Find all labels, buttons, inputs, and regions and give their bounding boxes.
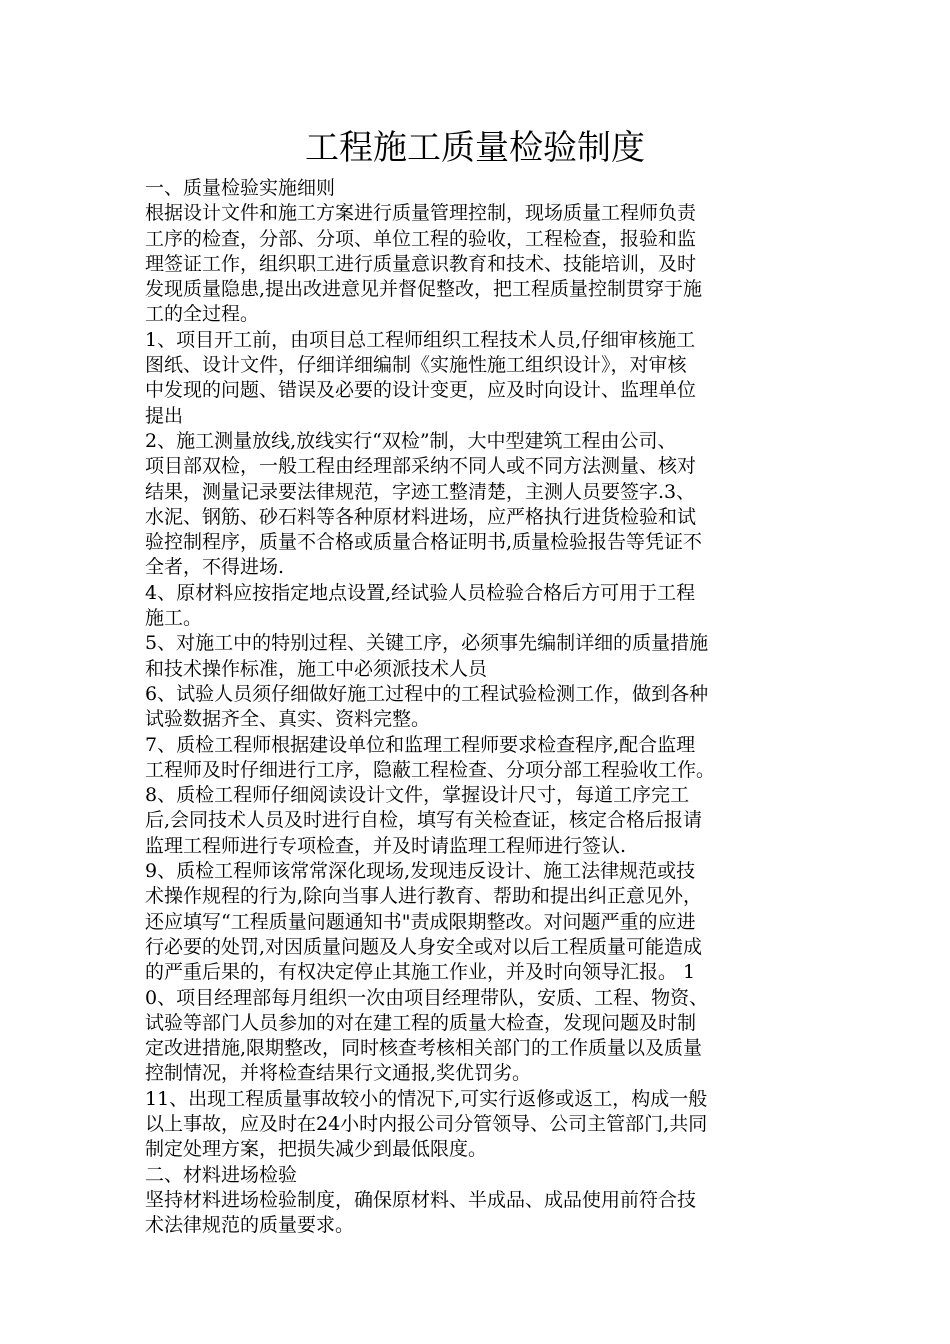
- text-line: 11、出现工程质量事故较小的情况下,可实行返修或返工，构成一般: [145, 1087, 708, 1110]
- text-line: 中发现的问题、错误及必要的设计变更，应及时向设计、监理单位: [145, 379, 697, 402]
- text-line: 以上事故，应及时在24小时内报公司分管领导、公司主管部门,共同: [145, 1112, 708, 1135]
- text-line: 的严重后果的，有权决定停止其施工作业，并及时向领导汇报。 1: [145, 961, 696, 984]
- text-line: 工程师及时仔细进行工序，隐蔽工程检查、分项分部工程验收工作。: [145, 758, 716, 781]
- document-title: 工程施工质量检验制度: [305, 128, 645, 168]
- text-line: 定改进措施,限期整改，同时核查考核相关部门的工作质量以及质量: [145, 1037, 703, 1060]
- text-line: 5、对施工中的特别过程、关键工序，必须事先编制详细的质量措施: [145, 632, 709, 655]
- text-line: 6、试验人员须仔细做好施工过程中的工程试验检测工作，做到各种: [145, 682, 709, 705]
- text-line: 坚持材料进场检验制度，确保原材料、半成品、成品使用前符合技: [145, 1188, 697, 1211]
- text-line: 9、质检工程师该常常深化现场,发现违反设计、施工法律规范或技: [145, 860, 696, 883]
- text-line: 提出: [145, 404, 184, 427]
- text-line: 全者，不得进场.: [145, 556, 285, 579]
- text-line: 术操作规程的行为,除向当事人进行教育、帮助和提出纠正意见外，: [145, 885, 703, 908]
- text-line: 二、材料进场检验: [145, 1163, 298, 1186]
- text-line: 理签证工作，组织职工进行质量意识教育和技术、技能培训，及时: [145, 252, 697, 275]
- text-line: 4、原材料应按指定地点设置,经试验人员检验合格后方可用于工程: [145, 581, 696, 604]
- text-line: 控制情况，并将检查结果行文通报,奖优罚劣。: [145, 1062, 532, 1085]
- text-line: 8、质检工程师仔细阅读设计文件，掌握设计尺寸，每道工序完工: [145, 784, 690, 807]
- text-line: 图纸、设计文件，仔细详细编制《实施性施工组织设计》，对审核: [145, 354, 687, 377]
- text-line: 行必要的处罚,对因质量问题及人身安全或对以后工程质量可能造成: [145, 935, 703, 958]
- text-line: 施工。: [145, 607, 203, 630]
- text-line: 验控制程序，质量不合格或质量合格证明书,质量检验报告等凭证不: [145, 531, 703, 554]
- text-line: 和技术操作标准，施工中必须派技术人员: [145, 657, 488, 680]
- text-line: 一、质量检验实施细则: [145, 177, 336, 199]
- document-body: [145, 176, 810, 1238]
- text-line: 工的全过程。: [145, 303, 260, 326]
- text-line: 项目部双检，一般工程由经理部采纳不同人或不同方法测量、核对: [145, 455, 697, 478]
- text-line: 2、施工测量放线,放线实行“双检”制，大中型建筑工程由公司、: [145, 429, 677, 452]
- text-line: 发现质量隐患,提出改进意见并督促整改，把工程质量控制贯穿于施: [145, 278, 703, 301]
- text-line: 0、项目经理部每月组织一次由项目经理带队，安质、工程、物资、: [145, 986, 709, 1009]
- text-line: 还应填写“工程质量问题通知书"责成限期整改。对问题严重的应进: [145, 910, 696, 933]
- text-line: 监理工程师进行专项检查，并及时请监理工程师进行签认.: [145, 834, 627, 857]
- text-line: 结果，测量记录要法律规范，字迹工整清楚，主测人员要签字.3、: [145, 480, 696, 503]
- text-line: 试验数据齐全、真实、资料完整。: [145, 708, 431, 731]
- text-line: 试验等部门人员参加的对在建工程的质量大检查，发现问题及时制: [145, 1011, 697, 1034]
- text-line: 根据设计文件和施工方案进行质量管理控制，现场质量工程师负责: [145, 202, 697, 225]
- text-line: 制定处理方案，把损失减少到最低限度。: [145, 1138, 488, 1161]
- text-line: 工序的检查，分部、分项、单位工程的验收，工程检查，报验和监: [145, 227, 697, 250]
- text-line: 后,会同技术人员及时进行自检，填写有关检查证，核定合格后报请: [145, 809, 703, 832]
- text-line: 术法律规范的质量要求。: [145, 1214, 355, 1237]
- text-line: 7、质检工程师根据建设单位和监理工程师要求检查程序,配合监理: [145, 733, 696, 756]
- text-line: 1、项目开工前，由项目总工程师组织工程技术人员,仔细审核施工: [145, 328, 696, 351]
- text-line: 水泥、钢筋、砂石料等各种原材料进场，应严格执行进货检验和试: [145, 505, 697, 528]
